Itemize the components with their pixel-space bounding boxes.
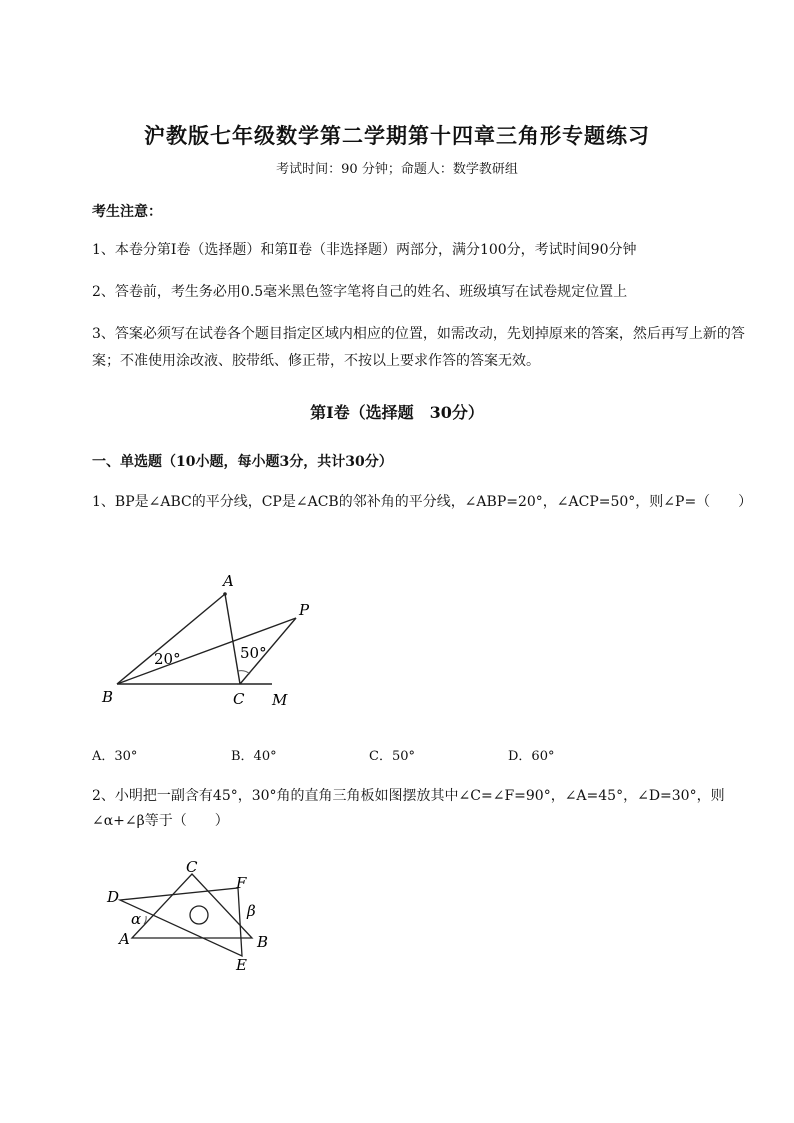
angle-label-50: 50° [240,644,267,662]
label-b: B [102,688,114,706]
label-f: F [236,874,247,892]
label-m: M [272,691,288,709]
line-bp [117,618,296,684]
part-heading: 一、单选题（10小题，每小题3分，共计30分） [92,454,393,470]
notice-heading: 考生注意： [92,204,162,220]
label-a: A [223,572,234,590]
question-1-option-d[interactable]: D．60° [508,749,555,764]
notice-item-3: 3、答案必须写在试卷各个题目指定区域内相应的位置，如需改动，先划掉原来的答案，然后再写上新的答案；不准使用涂改液、胶带纸、修正带，不按以上要求作答的答案无效。 [92,326,745,369]
label-b: B [257,933,269,951]
label-beta: β [247,902,256,920]
question-1-option-b[interactable]: B．40° [231,749,277,764]
label-c: C [233,690,245,708]
question-1-option-c[interactable]: C．50° [369,749,415,764]
triangle-abc [132,874,252,938]
question-2-figure [100,858,280,978]
label-d: D [107,888,120,906]
label-a: A [119,930,130,948]
notice-item-1: 1、本卷分第Ⅰ卷（选择题）和第Ⅱ卷（非选择题）两部分，满分100分，考试时间90分钟 [92,242,637,258]
question-1-option-a[interactable]: A．30° [92,749,138,764]
question-1-figure [90,565,330,715]
point-a [223,592,227,596]
angle-label-20: 20° [154,650,181,668]
label-p: P [299,601,310,619]
label-e: E [236,956,247,974]
line-ba [117,594,225,684]
section-title: 第Ⅰ卷（选择题 30分） [310,403,484,422]
question-1-text: 1、BP是∠ABC的平分线，CP是∠ACB的邻补角的平分线，∠ABP=20°，∠ACP=50°，则∠P=（ ） [92,494,753,510]
label-alpha: α [131,910,142,928]
triangle-hole [190,906,208,924]
question-2-text: 2、小明把一副含有45°，30°角的直角三角板如图摆放其中∠C=∠F=90°，∠A=45°，∠D=30°，则∠α+∠β等于（ ） [92,788,725,829]
exam-subtitle: 考试时间：90 分钟；命题人：数学教研组 [276,162,518,177]
page-title: 沪教版七年级数学第二学期第十四章三角形专题练习 [144,123,650,148]
label-c: C [186,858,198,876]
notice-item-2: 2、答卷前，考生务必用0.5毫米黑色签字笔将自己的姓名、班级填写在试卷规定位置上 [92,284,628,300]
